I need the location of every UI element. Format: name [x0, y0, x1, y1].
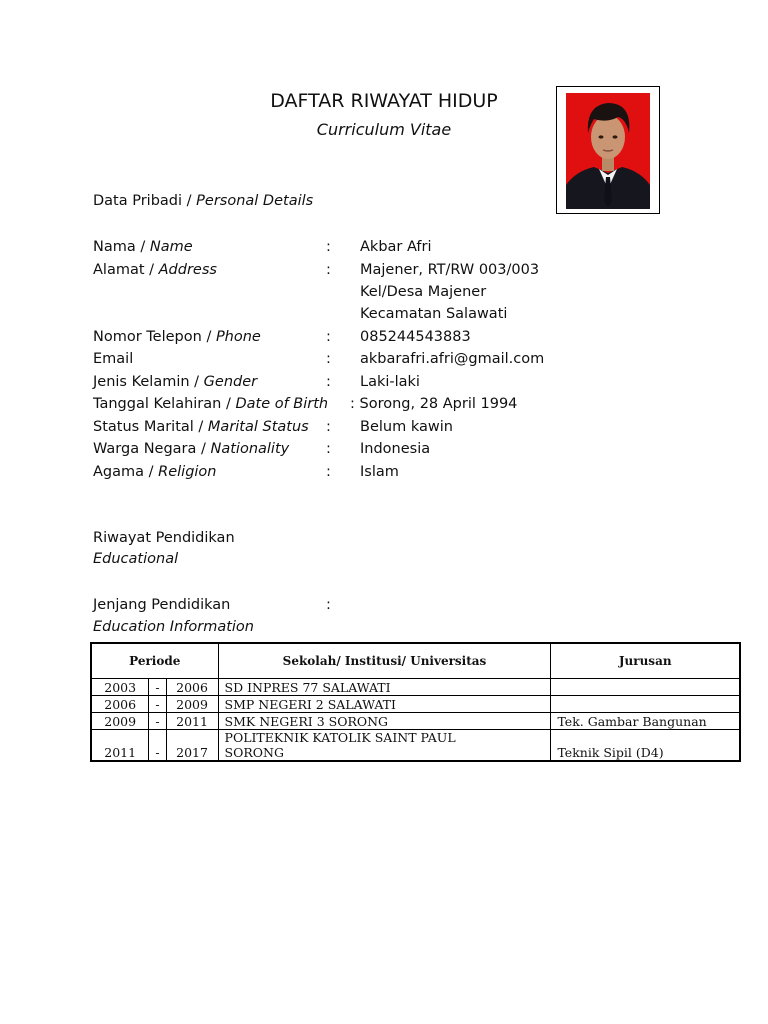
- field-colon: :: [326, 419, 331, 435]
- label-separator: /: [201, 441, 206, 457]
- field-address-value-line3: Kecamatan Salawati: [360, 306, 508, 322]
- education-level-label: Jenjang Pendidikan: [93, 597, 231, 613]
- row-dash: -: [149, 730, 166, 762]
- field-marital-value: Belum kawin: [360, 419, 453, 435]
- education-info-label: Education Information: [93, 619, 254, 635]
- label-id: Nomor Telepon: [93, 329, 202, 345]
- field-religion-value: Islam: [360, 464, 399, 480]
- label-en: Gender: [203, 374, 258, 390]
- field-colon: :: [326, 262, 331, 278]
- row-school: [218, 730, 551, 762]
- label-en: Phone: [215, 329, 261, 345]
- row-start-year: 2009: [91, 713, 149, 730]
- row-start-year: 2003: [91, 679, 149, 696]
- field-colon: :: [326, 351, 331, 367]
- field-name-value: Akbar Afri: [360, 239, 432, 255]
- label-id: Warga Negara: [93, 441, 197, 457]
- label-separator: /: [140, 239, 146, 255]
- label-separator: /: [148, 464, 154, 480]
- table-row: [91, 696, 740, 713]
- label-separator: /: [225, 396, 231, 412]
- row-school-line2: SORONG: [224, 745, 284, 760]
- row-major: [551, 679, 740, 696]
- table-header-row: [91, 643, 740, 679]
- education-table: [90, 642, 741, 762]
- row-end-year: 2009: [166, 696, 218, 713]
- row-major: Tek. Gambar Bangunan: [551, 713, 740, 730]
- row-school-line1: POLITEKNIK KATOLIK SAINT PAUL: [224, 730, 456, 745]
- field-colon: :: [326, 329, 331, 345]
- label-id: Tanggal Kelahiran: [93, 396, 222, 412]
- field-phone-value: 085244543883: [360, 329, 471, 345]
- row-end-year: 2011: [166, 713, 218, 730]
- header-major: Jurusan: [551, 643, 740, 679]
- label-id: Alamat: [93, 262, 145, 278]
- field-religion-label: [93, 461, 217, 483]
- row-school: SMK NEGERI 3 SORONG: [218, 713, 551, 730]
- profile-photo: [566, 93, 650, 209]
- row-school: SMP NEGERI 2 SALAWATI: [218, 696, 551, 713]
- label-en: Address: [158, 262, 217, 278]
- label-separator: /: [194, 374, 200, 390]
- label-separator: /: [198, 419, 204, 435]
- field-address-label: [93, 259, 217, 281]
- label-id: Agama: [93, 464, 145, 480]
- table-row: [91, 730, 740, 762]
- field-colon: :: [326, 464, 331, 480]
- field-gender-label: [93, 371, 257, 393]
- document-title: DAFTAR RIWAYAT HIDUP: [270, 90, 498, 112]
- field-marital-label: [93, 416, 309, 438]
- education-heading-en: Educational: [93, 551, 179, 567]
- label-en: Marital Status: [207, 419, 309, 435]
- field-nationality-value: Indonesia: [360, 441, 431, 457]
- label-id: Status Marital: [93, 419, 194, 435]
- label-en: Religion: [158, 464, 217, 480]
- table-row: [91, 679, 740, 696]
- field-address-value: Majener, RT/RW 003/003: [360, 262, 540, 278]
- photo-frame: [556, 86, 660, 214]
- row-major: [551, 696, 740, 713]
- row-dash: -: [149, 696, 166, 713]
- personal-heading-id: Data Pribadi: [93, 193, 183, 209]
- document-subtitle: Curriculum Vitae: [316, 120, 452, 139]
- field-colon: :: [326, 374, 331, 390]
- label-en: Date of Birth: [235, 396, 329, 412]
- field-name-label: [93, 236, 193, 258]
- field-email-value: akbarafri.afri@gmail.com: [360, 351, 545, 367]
- personal-heading-en: Personal Details: [196, 193, 314, 209]
- label-en: Nationality: [210, 441, 290, 457]
- field-colon: :: [326, 441, 331, 457]
- header-school: Sekolah/ Institusi/ Universitas: [218, 643, 551, 679]
- field-address-value-line2: Kel/Desa Majener: [360, 284, 487, 300]
- label-id: Jenis Kelamin: [93, 374, 190, 390]
- row-dash: -: [149, 713, 166, 730]
- row-start-year: 2011: [91, 730, 149, 762]
- row-dash: -: [149, 679, 166, 696]
- row-major: Teknik Sipil (D4): [551, 730, 740, 762]
- label-separator: /: [149, 262, 155, 278]
- field-birth-label: [93, 393, 328, 415]
- field-email-label: [93, 348, 133, 370]
- row-end-year: 2006: [166, 679, 218, 696]
- person-portrait-icon: [566, 93, 650, 209]
- label-id: Email: [93, 351, 134, 367]
- personal-details-heading: [93, 193, 313, 209]
- row-school: SD INPRES 77 SALAWATI: [218, 679, 551, 696]
- education-heading: Riwayat Pendidikan: [93, 530, 235, 546]
- education-level-colon: :: [326, 597, 331, 613]
- field-birth-value: : Sorong, 28 April 1994: [350, 396, 518, 412]
- label-en: Name: [149, 239, 193, 255]
- label-separator: /: [206, 329, 212, 345]
- label-id: Nama: [93, 239, 136, 255]
- field-gender-value: Laki-laki: [360, 374, 420, 390]
- field-nationality-label: [93, 438, 289, 460]
- heading-separator: /: [186, 193, 192, 209]
- field-colon: :: [326, 239, 331, 255]
- field-phone-label: [93, 326, 261, 348]
- header-periode: Periode: [91, 643, 218, 679]
- row-start-year: 2006: [91, 696, 149, 713]
- table-row: [91, 713, 740, 730]
- row-end-year: 2017: [166, 730, 218, 762]
